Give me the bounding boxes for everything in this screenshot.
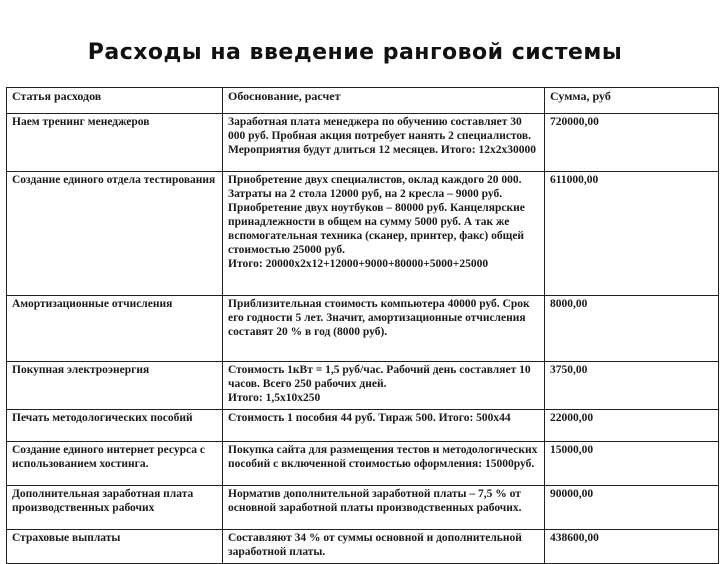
table-row [7,172,719,296]
expense-sum: 3750,00 [545,362,719,410]
expense-justification [223,172,545,296]
expense-sum: 438600,00 [545,530,719,564]
expense-item: Страховые выплаты [7,530,223,564]
column-header-justification: Обоснование, расчет [223,88,545,114]
expense-item: Амортизационные отчисления [7,296,223,362]
justification-line: Приобретение двух специалистов, оклад каждого 20 000. [228,174,522,186]
table-row [7,114,719,172]
expense-sum: 90000,00 [545,486,719,530]
page-title: Расходы на введение ранговой системы [87,40,623,65]
table-row [7,296,719,362]
expense-item: Создание единого отдела тестирования [7,172,223,296]
table-row [7,410,719,442]
justification-line: Итого: 20000x2x12+12000+9000+80000+5000+25000 [228,258,489,270]
justification-line: Затраты на 2 стола 12000 руб, на 2 кресла – 9000 руб. [228,188,503,200]
expense-item: Дополнительная заработная плата производственных рабочих [7,486,223,530]
expense-justification: Заработная плата менеджера по обучению составляет 30 000 руб. Пробная акция потребует нанять 2 специалистов. Мероприятия будут длиться 12 месяцев. Итого: 12x2x30000 [223,114,545,172]
expense-item: Покупная электроэнергия [7,362,223,410]
expense-justification [223,362,545,410]
expense-item: Создание единого интернет ресурса с использованием хостинга. [7,442,223,486]
justification-line: Стоимость 1кВт = 1,5 руб/час. Рабочий день составляет 10 часов. Всего 250 рабочих дней. [228,364,531,390]
table-row [7,362,719,410]
expense-sum: 611000,00 [545,172,719,296]
column-header-item: Статья расходов [7,88,223,114]
expense-justification: Стоимость 1 пособия 44 руб. Тираж 500. Итого: 500x44 [223,410,545,442]
table-row [7,486,719,530]
expense-sum: 22000,00 [545,410,719,442]
expense-item: Наем тренинг менеджеров [7,114,223,172]
column-header-sum: Сумма, руб [545,88,719,114]
expense-justification: Составляют 34 % от суммы основной и дополнительной заработной платы. [223,530,545,564]
expense-justification: Норматив дополнительной заработной платы – 7,5 % от основной заработной платы производственных рабочих. [223,486,545,530]
justification-line: Итого: 1,5x10x250 [228,392,321,404]
expense-item: Печать методологических пособий [7,410,223,442]
table-row [7,530,719,564]
expense-sum: 720000,00 [545,114,719,172]
expense-sum: 15000,00 [545,442,719,486]
expense-sum: 8000,00 [545,296,719,362]
expense-justification: Покупка сайта для размещения тестов и методологических пособий с включенной стоимостью оформления: 15000руб. [223,442,545,486]
justification-line: Приобретение двух ноутбуков – 80000 руб. Канцелярские принадлежности в общем на сумму 5000 руб. А так же вспомогательная техника (сканер, принтер, факс) общей стоимостью 25000 руб. [228,202,525,256]
expense-justification: Приблизительная стоимость компьютера 40000 руб. Срок его годности 5 лет. Значит, амортизационные отчисления составят 20 % в год (8000 руб). [223,296,545,362]
table-row [7,442,719,486]
expenses-table [6,87,719,564]
table-header-row [7,88,719,114]
